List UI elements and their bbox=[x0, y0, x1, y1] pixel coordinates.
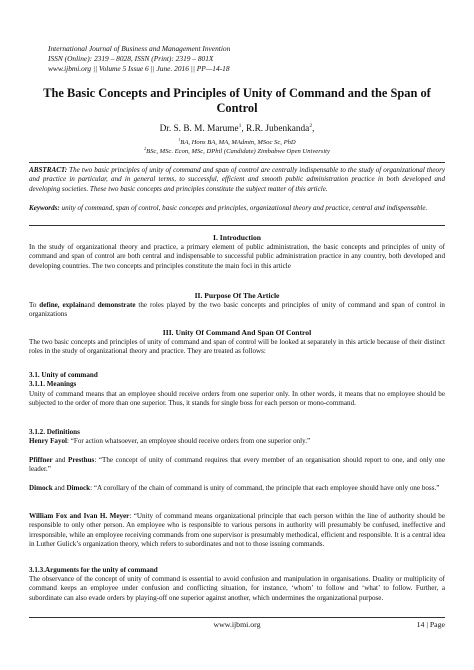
journal-name: International Journal of Business and Management Invention bbox=[48, 44, 231, 53]
pfiffner-and: and bbox=[52, 456, 69, 464]
subsection-3-1-1: 3.1.1. Meanings bbox=[29, 380, 77, 388]
section-2-heading: II. Purpose Of The Article bbox=[194, 291, 280, 300]
pfiffner-text: : “The concept of unity of command requires that every member of an organisation should report to one, and only one leader.” bbox=[29, 456, 445, 474]
affiliation-2-sup: 2 bbox=[144, 145, 147, 151]
subsection-3-1-3: 3.1.3.Arguments for the unity of command bbox=[29, 566, 158, 574]
affiliation-1 bbox=[30, 136, 444, 146]
fayol-text: : “For action whatsoever, an employee should receive orders from one superior only.” bbox=[67, 437, 311, 445]
abstract-bottom-rule bbox=[29, 225, 445, 226]
definition-fayol bbox=[29, 437, 445, 446]
keywords bbox=[29, 204, 445, 213]
section-3-heading: III. Unity Of Command And Span Of Control bbox=[162, 328, 312, 337]
section-1-heading: I. Introduction bbox=[213, 233, 261, 242]
issn-line: ISSN (Online): 2319 – 8028, ISSN (Print): 2319 – 801X bbox=[48, 54, 214, 63]
section-1-text: In the study of organizational theory and practice, a primary element of public administration, the basic concepts and principles of unity of command and span of control are both central and indispensable to successful public administration practice in any country, both developed and developing countries. The two concepts and principles constitute the main foci in this article bbox=[29, 243, 445, 270]
definition-fox-meyer bbox=[29, 512, 445, 549]
s2-to: To bbox=[29, 301, 40, 309]
dimock-and: and bbox=[52, 484, 67, 492]
footer-site: www.ijbmi.org bbox=[213, 620, 261, 629]
s2-and: and bbox=[84, 301, 98, 309]
definition-pfiffner bbox=[29, 456, 445, 475]
affiliation-1-sup: 1 bbox=[178, 136, 181, 142]
page-footer bbox=[29, 617, 445, 630]
subsection-3-1-2: 3.1.2. Definitions bbox=[29, 428, 80, 436]
abstract bbox=[29, 166, 445, 194]
keywords-text: unity of command, span of control, basic concepts and principles, organizational theory and practice, central and indispensable. bbox=[59, 204, 428, 212]
author-end: , bbox=[312, 124, 315, 134]
fox-meyer-name: William Fox and Ivan H. Meyer bbox=[29, 512, 130, 520]
abstract-top-rule bbox=[29, 162, 445, 163]
fayol-name: Henry Fayol bbox=[29, 437, 68, 445]
author-1: Dr. S. B. M. Marume bbox=[159, 124, 239, 134]
author-sep: , bbox=[241, 124, 247, 134]
affiliation-1-text: BA, Hons BA, MA, MAdmin, MSoc Sc, PhD bbox=[180, 139, 296, 146]
issue-line: www.ijbmi.org || Volume 5 Issue 6 || June. 2016 || PP—14-18 bbox=[48, 64, 230, 73]
definition-dimock bbox=[29, 484, 445, 493]
s2-demonstrate: demonstrate bbox=[97, 301, 136, 309]
abstract-label: ABSTRACT: bbox=[29, 166, 68, 174]
keywords-label: Keywords: bbox=[29, 204, 60, 212]
fox-meyer-text: : “Unity of command means organizational principle that each person within the line of authority should be responsible to only other person. An employee who is responsible to various persons in authority will presumably be confused, ineffective and irresponsible, while an employee receiving commands from one supervisor is presumably methodical, efficient and responsible. It is a central idea in Luther Gulick’s organization theory, which refers to subordinates and not to those issuing commands. bbox=[29, 512, 445, 548]
author-2: R.R. Jubenkanda bbox=[246, 124, 310, 134]
dimock-name-2: Dimock bbox=[66, 484, 91, 492]
affiliation-2-text: BSc, MSc. Econ, MSc, DPhil (Candidate) Zimbabwe Open University bbox=[146, 148, 330, 155]
affiliation-2 bbox=[30, 145, 444, 155]
footer-page: 14 | Page bbox=[416, 620, 445, 629]
pfiffner-name: Pfiffner bbox=[29, 456, 53, 464]
author-2-sup: 2 bbox=[309, 122, 313, 129]
paper-title: The Basic Concepts and Principles of Unity of Command and the Span of Control bbox=[43, 86, 431, 115]
abstract-text: The two basic principles of unity of command and span of control are centrally indispensable to the study of organizational theory and practice in particular, and in general terms, to successful, efficient and smooth public administration practice in both developed and developing societies. These two basic concepts and principles constitute the subject matter of this article. bbox=[29, 166, 445, 193]
author-1-sup: 1 bbox=[238, 122, 242, 129]
author-line bbox=[30, 124, 444, 134]
s2-rest: the roles played by the two basic concepts and principles of unity of command and span of control in organizations bbox=[29, 301, 445, 319]
dimock-text: : “A corollary of the chain of command is unity of command, the principle that each employee should have only one boss.” bbox=[90, 484, 440, 492]
presthus-name: Presthus bbox=[68, 456, 95, 464]
section-3-text: The two basic concepts and principles of unity of command and span of control will be looked at separately in this article because of their distinct roles in the study of organizational theory and practice. They are treated as follows: bbox=[29, 338, 445, 356]
meanings-text: Unity of command means that an employee should receive orders from one superior only. In other words, it means that no employee should be subjected to the order of more than one superior. Thus, it stands for single boss for each person or mono-command. bbox=[29, 390, 445, 408]
subsection-3-1: 3.1. Unity of command bbox=[29, 371, 98, 379]
dimock-name-1: Dimock bbox=[29, 484, 53, 492]
arguments-text: The observance of the concept of unity of command is essential to avoid confusion and manipulation in organisations. Duality or multiplicity of command keeps an employee under confusion and conflicting situation, for instance, ‘whom’ to follow and ‘what’ to follow. Further, a subordinate can also evade orders by playing-off one superior against another, which undermines the organizational purpose. bbox=[29, 575, 445, 602]
s2-define-explain: define, explain bbox=[39, 301, 85, 309]
section-2-text bbox=[29, 301, 445, 320]
